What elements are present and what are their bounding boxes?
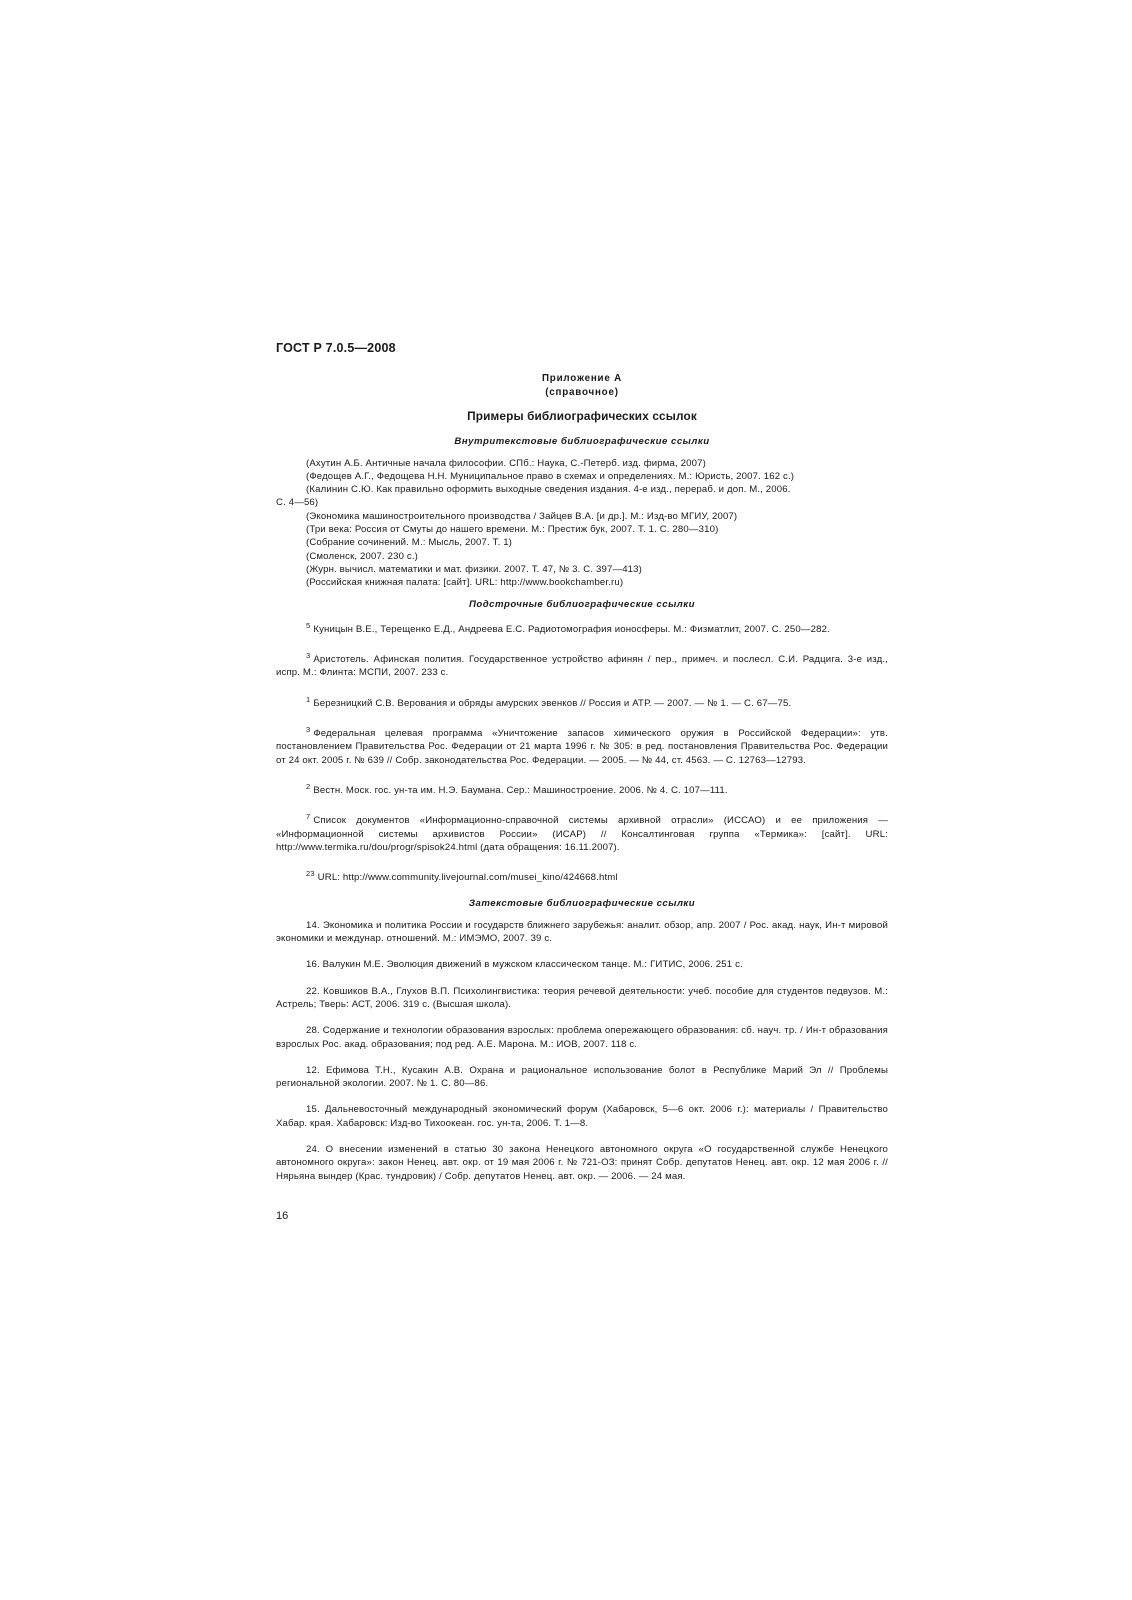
page-title: Примеры библиографических ссылок <box>467 409 697 423</box>
document-code: ГОСТ Р 7.0.5—2008 <box>276 341 396 355</box>
intext-item: (Экономика машиностроительного производства / Зайцев В.А. [и др.]. М.: Изд-во МГИУ, 2007) <box>306 510 738 522</box>
endnote-item: 14. Экономика и политика России и государств ближнего зарубежья: аналит. обзор, апр. 2007 / Рос. акад. наук, Ин-т мировой экономики и междунар. отношений. М.: ИМЭМО, 2007. 39 с. <box>276 919 888 945</box>
footnote-item <box>276 780 888 797</box>
footnote-text: URL: http://www.community.livejournal.com/musei_kino/424668.html <box>317 872 618 884</box>
section-title-footnote: Подстрочные библиографические ссылки <box>468 598 695 610</box>
intext-item: (Смоленск, 2007. 230 с.) <box>306 550 419 562</box>
footnote-number: 23 <box>306 869 315 879</box>
footnote-number: 7 <box>306 812 311 822</box>
footnote-number: 2 <box>306 781 311 791</box>
endnote-item: 16. Валукин М.Е. Эволюция движений в мужском классическом танце. М.: ГИТИС, 2006. 251 с. <box>306 959 743 971</box>
footnote-text: Аристотель. Афинская полития. Государственное устройство афинян / пер., примеч. и послесл. С.И. Радцига. 3-е изд., испр. М.: Флинта: МСПИ, 2007. 233 с. <box>276 654 888 679</box>
footnote-item <box>276 693 888 710</box>
appendix-label: Приложение А <box>541 373 623 384</box>
footnote-number: 1 <box>306 694 311 704</box>
intext-list <box>276 457 888 590</box>
footnote-number: 3 <box>306 725 311 735</box>
footnote-text: Федеральная целевая программа «Уничтожение запасов химического оружия в Российской Федерации»: утв. постановлением Правительства Рос. Федерации от 21 марта 1996 г. № 305: в ред. постановления Правительства Рос. Федерации от 24 окт. 2005 г. № 639 // Собр. законодательства Рос. Федерации. — 2005. — № 44, ст. 4563. — С. 12763—12793. <box>276 728 888 766</box>
page-number: 16 <box>276 1210 289 1222</box>
footnote-item <box>276 723 888 767</box>
page-content <box>276 372 888 1196</box>
footnote-item <box>276 619 888 636</box>
footnote-item <box>276 867 888 884</box>
footnote-text: Куницын В.Е., Терещенко Е.Д., Андреева Е.С. Радиотомография ионосферы. М.: Физматлит, 2007. С. 250—282. <box>313 623 830 635</box>
intext-item: (Российская книжная палата: [сайт]. URL: http://www.bookchamber.ru) <box>306 577 624 589</box>
intext-item: (Собрание сочинений. М.: Мысль, 2007. Т. 1) <box>306 537 513 549</box>
footnote-text: Березницкий С.В. Верования и обряды амурских эвенков // Россия и АТР. — 2007. — № 1. — С. 67—75. <box>313 697 792 709</box>
footnote-number: 3 <box>306 651 311 661</box>
intext-item-continuation: С. 4—56) <box>276 497 319 509</box>
intext-item: (Калинин С.Ю. Как правильно оформить выходные сведения издания. 4-е изд., перераб. и доп. М., 2006. <box>306 484 791 496</box>
endnote-item: 22. Ковшиков В.А., Глухов В.П. Психолингвистика: теория речевой деятельности: учеб. пособие для студентов педвузов. М.: Астрель; Тверь: АСТ, 2006. 319 с. (Высшая школа). <box>276 985 888 1010</box>
endnote-item: 12. Ефимова Т.Н., Кусакин А.В. Охрана и рациональное использование болот в Республике Марий Эл // Проблемы региональной экологии. 2007. № 1. С. 80—86. <box>276 1064 888 1090</box>
intext-item: (Федощев А.Г., Федощева Н.Н. Муниципальное право в схемах и определениях. М.: Юристь, 2007. 162 с.) <box>306 470 795 482</box>
footnote-text: Вестн. Моск. гос. ун-та им. Н.Э. Баумана. Сер.: Машиностроение. 2006. № 4. С. 107—111. <box>313 784 728 796</box>
footnote-number: 5 <box>306 620 311 630</box>
footnote-list <box>276 619 888 885</box>
footnote-text: Список документов «Информационно-справочной системы архивной отрасли» (ИССАО) и ее приложения — «Информационной системы архивистов России» (ИСАР) // Консалтинговая группа «Термика»: [сайт]. URL: http://www.termika.ru/dou/progr/spisok24.html (дата обращения: 16.11.2007). <box>276 815 888 853</box>
section-title-endnote: Затекстовые библиографические ссылки <box>468 898 696 910</box>
footnote-item <box>276 649 888 680</box>
endnote-item: 15. Дальневосточный международный экономический форум (Хабаровск, 5—6 окт. 2006 г.): материалы / Правительство Хабар. края. Хабаровск: Изд-во Тихоокеан. гос. ун-та, 2006. Т. 1—8. <box>276 1104 888 1129</box>
footnote-item <box>276 810 888 854</box>
intext-item: (Ахутин А.Б. Античные начала философии. СПб.: Наука, С.-Петерб. изд. фирма, 2007) <box>306 457 706 469</box>
appendix-note: (справочное) <box>545 387 619 398</box>
endnote-item: 28. Содержание и технологии образования взрослых: проблема опережающего образования: сб. науч. тр. / Ин-т образования взрослых Рос. акад. образования; под ред. А.Е. Марона. М.: ИОВ, 2007. 118 с. <box>276 1025 888 1050</box>
section-title-intext: Внутритекстовые библиографические ссылки <box>454 436 710 448</box>
endnote-item: 24. О внесении изменений в статью 30 закона Ненецкого автономного округа «О государственной службе Ненецкого автономного округа»: закон Ненец. авт. окр. от 19 мая 2006 г. № 721-ОЗ: принят Собр. депутатов Ненец. авт. окр. 12 мая 2006 г. // Нярьяна вындер (Крас. тундровик) / Собр. депутатов Ненец. авт. окр. — 2006. — 24 мая. <box>276 1143 888 1182</box>
endnote-list <box>276 919 888 1183</box>
intext-item: (Журн. вычисл. математики и мат. физики. 2007. Т. 47, № 3. С. 397—413) <box>306 563 643 575</box>
intext-item: (Три века: Россия от Смуты до нашего времени. М.: Престиж бук, 2007. Т. 1. С. 280—310) <box>306 524 719 536</box>
